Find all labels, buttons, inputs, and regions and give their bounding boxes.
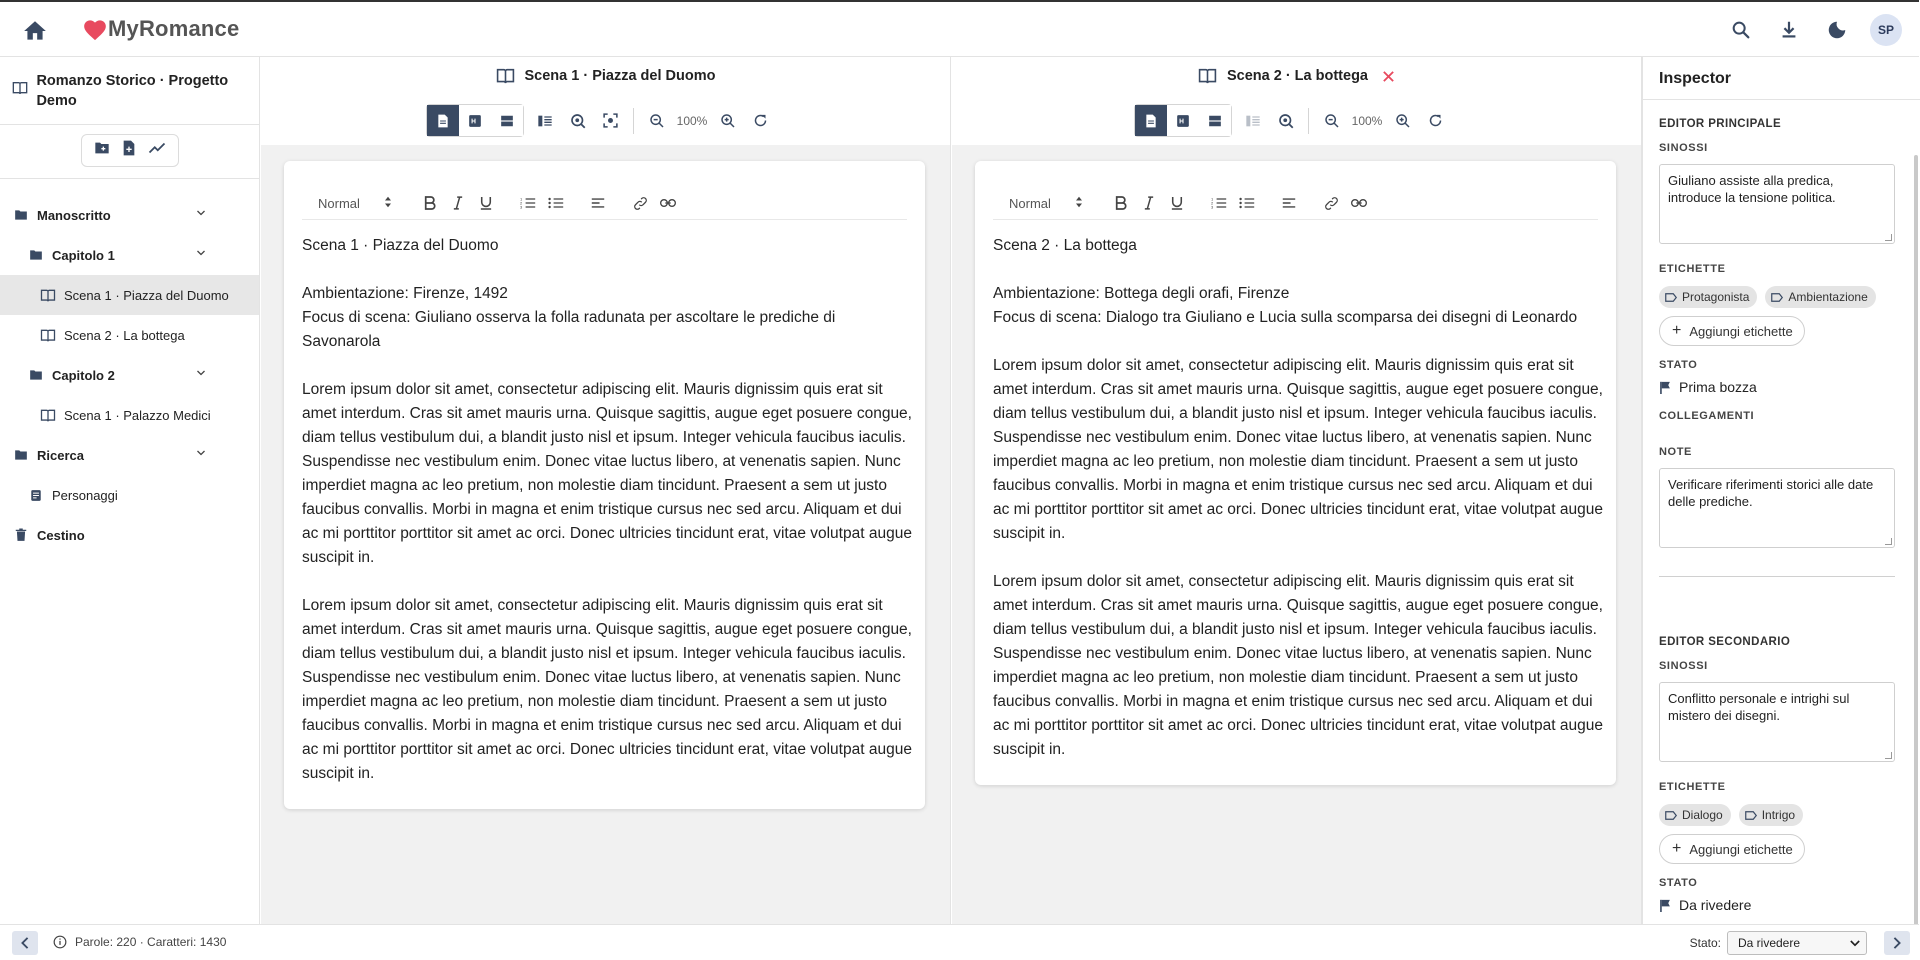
paragraph: Lorem ipsum dolor sit amet, consectetur adipiscing elit. Mauris dignissim quis erat sit amet interdum. Cras sit amet mauris urna. Quisque sagittis, augue eget posuere congue, diam tellus vestibulum dui, a blandit justo nisl et ipsum. Integer vehicula faucibus iaculis. Suspendisse nec vestibulum enim. Donec vitae luctus libero, at venenatis sapien. Nunc imperdiet magna ac leo pretium, non molestie diam tincidunt. Praesent a sem ut justo faucibus convallis. Morbi in magna et enim tristique cursus nec sed arcu. Aliquam et dui ac mi porttitor porttitor sit amet ac orci. Donec ultricies tincidunt erat, vitae volutpat augue suscipit in.: [302, 381, 912, 566]
align-left-icon: [591, 197, 605, 209]
add-tags-label: Aggiungi etichette: [1689, 323, 1793, 339]
sidebar: [0, 57, 260, 924]
brand[interactable]: [82, 16, 239, 42]
tree-item-label: Manoscritto: [37, 207, 111, 223]
columns-icon: [1245, 114, 1261, 128]
folder-icon: [28, 247, 44, 263]
underline-button[interactable]: [1163, 191, 1191, 215]
home-button[interactable]: [22, 18, 48, 44]
view-mode-group: [1134, 104, 1232, 137]
zoom-out-button[interactable]: [640, 104, 673, 137]
pane-header: [261, 57, 950, 145]
trash-icon: [13, 527, 29, 543]
bullet-list-button[interactable]: [542, 191, 570, 215]
heart-book-icon: [82, 17, 108, 41]
bullet-list-button[interactable]: [1233, 191, 1261, 215]
divider: [1643, 99, 1920, 100]
pane-toolbar: [1134, 104, 1452, 137]
tree-item-label: Capitolo 1: [52, 247, 115, 263]
focus-search-button[interactable]: [561, 104, 594, 137]
folder-icon: [28, 367, 44, 383]
svg-text:1: 1: [520, 196, 523, 202]
columns-icon: [537, 114, 553, 128]
chevron-down-icon[interactable]: [195, 207, 207, 222]
word-count: [53, 935, 226, 949]
unlink-button[interactable]: [1345, 191, 1373, 215]
chevron-left-icon: [20, 937, 30, 949]
italic-button[interactable]: [444, 191, 472, 215]
new-folder-button[interactable]: [94, 141, 110, 160]
tag-list: [1659, 804, 1895, 826]
inspector-panel: [1642, 57, 1919, 924]
synopsis-label: SINOSSI: [1659, 142, 1708, 154]
zoom-out-icon: [649, 113, 665, 129]
tag-chip[interactable]: [1739, 804, 1803, 826]
zoom-in-icon: [720, 113, 736, 129]
italic-button[interactable]: [1135, 191, 1163, 215]
chevron-right-icon: [1892, 937, 1902, 949]
split-horizontal-icon: [500, 114, 514, 128]
editor-content[interactable]: [993, 234, 1605, 786]
new-folder-icon: [94, 141, 110, 155]
document-page: [975, 161, 1616, 785]
align-left-icon: [1282, 197, 1296, 209]
svg-text:3: 3: [520, 204, 523, 210]
tree-item-label: Capitolo 2: [52, 367, 115, 383]
link-button[interactable]: [626, 191, 654, 215]
reset-zoom-button[interactable]: [1419, 104, 1452, 137]
divider: [1659, 576, 1895, 577]
tag-chip[interactable]: [1765, 286, 1875, 308]
synopsis-textarea[interactable]: Conflitto personale e intrighi sul mistero dei disegni.: [1659, 682, 1895, 762]
section-heading: EDITOR PRINCIPALE: [1659, 118, 1782, 130]
notes-textarea[interactable]: Verificare riferimenti storici alle date delle prediche.: [1659, 468, 1895, 548]
status-bar: [0, 924, 1919, 960]
paragraph: Ambientazione: Firenze, 1492 Focus di scena: Giuliano osserva la folla radunata per ascoltare le prediche di Savonarola: [302, 285, 836, 350]
dark-mode-button[interactable]: [1822, 15, 1852, 45]
search-button[interactable]: [1726, 15, 1756, 45]
add-tags-button[interactable]: [1659, 834, 1805, 864]
project-title: Romanzo Storico · Progetto Demo: [36, 73, 229, 109]
new-document-button[interactable]: [122, 140, 136, 161]
link-alt-icon: [660, 198, 676, 208]
section-heading: EDITOR SECONDARIO: [1659, 636, 1791, 648]
search-eye-icon: [569, 112, 587, 130]
status-selector: [1690, 931, 1867, 955]
home-icon: [22, 18, 48, 44]
project-tree: [0, 195, 259, 555]
status-text: Prima bozza: [1679, 379, 1757, 395]
split-horizontal-icon: [1208, 114, 1222, 128]
document-icon: [1145, 114, 1157, 128]
book-icon: [40, 287, 56, 303]
sort-icon: [384, 196, 392, 211]
paragraph: Lorem ipsum dolor sit amet, consectetur adipiscing elit. Mauris dignissim quis erat sit amet interdum. Cras sit amet mauris urna. Quisque sagittis, augue eget posuere congue, diam tellus vestibulum dui, a blandit justo nisl et ipsum. Integer vehicula faucibus iaculis. Suspendisse nec vestibulum enim. Donec vitae luctus libero, at venenatis sapien. Nunc imperdiet magna ac leo pretium, non molestie diam tincidunt. Praesent a sem ut justo faucibus convallis. Morbi in magna et enim tristique cursus nec sed arcu. Aliquam et dui ac mi porttitor porttitor sit amet ac orci. Donec ultricies tincidunt erat, vitae volutpat augue suscipit in.: [302, 597, 912, 782]
sort-icon: [1075, 196, 1083, 211]
toolbar-separator: [633, 108, 634, 134]
secondary-editor-section: [1659, 636, 1895, 913]
paragraph: Lorem ipsum dolor sit amet, consectetur adipiscing elit. Mauris dignissim quis erat sit amet interdum. Cras sit amet mauris urna. Quisque sagittis, augue eget posuere congue, diam tellus vestibulum dui, a blandit justo nisl et ipsum. Integer vehicula faucibus iaculis. Suspendisse nec vestibulum enim. Donec vitae luctus libero, at venenatis sapien. Nunc imperdiet magna ac leo pretium, non molestie diam tincidunt. Praesent a sem ut justo faucibus convallis. Morbi in magna et enim tristique cursus nec sed arcu. Aliquam et dui ac mi porttitor porttitor sit amet ac orci. Donec ultricies tincidunt erat, vitae volutpat augue suscipit in.: [993, 357, 1603, 542]
italic-icon: [1144, 196, 1154, 210]
link-alt-icon: [1351, 198, 1367, 208]
align-button[interactable]: [1275, 191, 1303, 215]
view-page-button[interactable]: [1135, 105, 1167, 136]
status-text: Da rivedere: [1679, 897, 1752, 913]
tree-item-label: Scena 2 · La bottega: [64, 327, 185, 343]
focus-mode-button[interactable]: [594, 104, 627, 137]
paragraph-style-select[interactable]: [993, 196, 1093, 211]
italic-icon: [453, 196, 463, 210]
status-value[interactable]: [1659, 897, 1895, 913]
zoom-out-button[interactable]: [1315, 104, 1348, 137]
svg-text:2: 2: [1211, 200, 1214, 206]
collapse-inspector-button[interactable]: [1884, 931, 1910, 955]
focus-search-button[interactable]: [1269, 104, 1302, 137]
bold-icon: [1115, 196, 1127, 210]
label-icon: [1665, 293, 1677, 302]
view-page-button[interactable]: [427, 105, 459, 136]
status-value[interactable]: [1659, 379, 1895, 395]
add-tags-label: Aggiungi etichette: [1689, 841, 1793, 857]
pane-title-text: Scena 2 · La bottega: [1226, 68, 1368, 84]
search-icon: [1730, 19, 1752, 41]
link-button[interactable]: [1317, 191, 1345, 215]
status-select-value: Da rivedere: [1738, 936, 1801, 950]
paragraph: Scena 2 · La bottega: [993, 237, 1137, 254]
underline-icon: [1171, 196, 1183, 210]
synopsis-textarea[interactable]: Giuliano assiste alla predica, introduce la tensione politica.: [1659, 164, 1895, 244]
links-label: COLLEGAMENTI: [1659, 410, 1755, 422]
scrollbar-thumb[interactable]: [1914, 155, 1918, 955]
underline-icon: [480, 196, 492, 210]
statistics-button[interactable]: [148, 141, 166, 160]
compact-view-icon: [1176, 114, 1190, 128]
notes-label: NOTE: [1659, 446, 1692, 458]
plus-icon: +: [1672, 840, 1682, 857]
tree-item-label: Scena 1 · Palazzo Medici: [64, 407, 211, 423]
sidebar-toolbar: [81, 134, 179, 167]
link-icon: [1324, 196, 1339, 211]
primary-editor-section: [1659, 118, 1895, 577]
tag-chip[interactable]: [1659, 804, 1731, 826]
refresh-icon: [753, 113, 768, 128]
tree-item-scena-1-piazza[interactable]: [0, 275, 259, 315]
flag-icon: [1659, 899, 1671, 912]
status-select[interactable]: [1727, 931, 1867, 955]
scrollbar[interactable]: [1913, 105, 1919, 924]
label-icon: [1665, 811, 1677, 820]
format-toolbar: [993, 187, 1598, 220]
folder-icon: [13, 207, 29, 223]
tree-item-ricerca[interactable]: [0, 435, 259, 475]
bold-icon: [424, 196, 436, 210]
paragraph: Scena 1 · Piazza del Duomo: [302, 237, 499, 254]
paragraph: Ambientazione: Bottega degli orafi, Firenze Focus di scena: Dialogo tra Giuliano e Lucia sulla scomparsa dei disegni di Leonardo: [993, 285, 1578, 326]
status-label: STATO: [1659, 877, 1698, 889]
plus-icon: +: [1672, 322, 1682, 339]
ordered-list-icon: [520, 196, 536, 210]
tag-label: Intrigo: [1761, 808, 1796, 822]
flag-icon: [1659, 381, 1671, 394]
tree-item-capitolo-1[interactable]: [0, 235, 259, 275]
center-focus-icon: [602, 112, 619, 129]
refresh-icon: [1428, 113, 1443, 128]
ordered-list-button[interactable]: [1205, 191, 1233, 215]
editor-pane-primary: [261, 57, 951, 924]
chevron-down-icon[interactable]: [195, 367, 207, 382]
pane-title: [952, 68, 1641, 84]
document-page: [284, 161, 925, 809]
document-icon: [437, 114, 449, 128]
bullet-list-icon: [548, 196, 564, 210]
close-pane-button[interactable]: [1382, 70, 1395, 83]
tree-item-label: Ricerca: [37, 447, 84, 463]
brand-name: MyRomance: [108, 16, 240, 41]
chevron-down-icon: [1850, 940, 1860, 947]
view-compact-button[interactable]: [1167, 105, 1199, 136]
new-document-icon: [122, 140, 136, 156]
download-icon: [1778, 19, 1800, 41]
note-icon: [28, 487, 44, 503]
folder-icon: [13, 447, 29, 463]
book-icon: [40, 327, 56, 343]
tag-chip[interactable]: [1659, 286, 1757, 308]
tag-list: [1659, 286, 1895, 308]
underline-button[interactable]: [472, 191, 500, 215]
tag-label: Dialogo: [1682, 808, 1723, 822]
pane-title: [261, 68, 950, 84]
divider: [0, 124, 259, 125]
link-icon: [633, 196, 648, 211]
tree-item-capitolo-2[interactable]: [0, 355, 259, 395]
chevron-down-icon[interactable]: [195, 447, 207, 462]
ordered-list-icon: [1211, 196, 1227, 210]
download-button[interactable]: [1774, 15, 1804, 45]
editor-content[interactable]: [302, 234, 914, 810]
reset-zoom-button[interactable]: [744, 104, 777, 137]
side-by-side-button[interactable]: [528, 104, 561, 137]
trend-icon: [148, 141, 166, 155]
toolbar-separator: [1308, 108, 1309, 134]
editor-pane-secondary: [952, 57, 1642, 924]
book-icon: [12, 81, 28, 111]
book-icon: [1198, 68, 1217, 84]
view-split-button[interactable]: [491, 105, 523, 136]
label-icon: [1745, 811, 1757, 820]
status-label: STATO: [1659, 359, 1698, 371]
divider: [0, 178, 259, 179]
tree-item-label: Cestino: [37, 527, 85, 543]
format-toolbar: [302, 187, 907, 220]
project-header: [12, 71, 252, 111]
word-count-text: Parole: 220 · Caratteri: 1430: [75, 935, 227, 949]
tree-item-cestino[interactable]: [0, 515, 259, 555]
inspector-title: Inspector: [1659, 70, 1732, 87]
pane-toolbar: [426, 104, 777, 137]
chevron-down-icon[interactable]: [195, 247, 207, 262]
paragraph-style-select[interactable]: [302, 196, 402, 211]
view-split-button[interactable]: [1199, 105, 1231, 136]
style-value: Normal: [318, 195, 360, 211]
synopsis-label: SINOSSI: [1659, 660, 1708, 672]
tags-label: ETICHETTE: [1659, 781, 1726, 793]
bold-button[interactable]: [1107, 191, 1135, 215]
ordered-list-button[interactable]: [514, 191, 542, 215]
bold-button[interactable]: [416, 191, 444, 215]
moon-icon: [1826, 19, 1848, 41]
book-icon: [40, 407, 56, 423]
compact-view-icon: [468, 114, 482, 128]
collapse-sidebar-button[interactable]: [12, 931, 38, 955]
svg-text:3: 3: [1211, 204, 1214, 210]
zoom-level: 100%: [1351, 113, 1383, 128]
view-mode-group: [426, 104, 524, 137]
tree-item-manoscritto[interactable]: [0, 195, 259, 235]
zoom-in-icon: [1395, 113, 1411, 129]
style-value: Normal: [1009, 195, 1051, 211]
tree-item-label: Personaggi: [52, 487, 118, 503]
unlink-button[interactable]: [654, 191, 682, 215]
svg-text:2: 2: [520, 200, 523, 206]
zoom-out-icon: [1324, 113, 1340, 129]
align-button[interactable]: [584, 191, 612, 215]
pane-title-text: Scena 1 · Piazza del Duomo: [524, 68, 716, 84]
zoom-level: 100%: [676, 113, 708, 128]
tree-item-scena-2-bottega[interactable]: [0, 315, 259, 355]
zoom-in-button[interactable]: [711, 104, 744, 137]
label-icon: [1771, 293, 1783, 302]
add-tags-button[interactable]: [1659, 316, 1805, 346]
tree-item-personaggi[interactable]: [0, 475, 259, 515]
close-icon: [1382, 70, 1395, 83]
pane-header: [952, 57, 1641, 145]
zoom-in-button[interactable]: [1386, 104, 1419, 137]
info-icon: [53, 935, 67, 949]
tags-label: ETICHETTE: [1659, 263, 1726, 275]
tree-item-scena-1-palazzo[interactable]: [0, 395, 259, 435]
avatar[interactable]: SP: [1870, 14, 1902, 46]
side-by-side-button[interactable]: [1236, 104, 1269, 137]
paragraph: Lorem ipsum dolor sit amet, consectetur adipiscing elit. Mauris dignissim quis erat sit amet interdum. Cras sit amet mauris urna. Quisque sagittis, augue eget posuere congue, diam tellus vestibulum dui, a blandit justo nisl et ipsum. Integer vehicula faucibus iaculis. Suspendisse nec vestibulum enim. Donec vitae luctus libero, at venenatis sapien. Nunc imperdiet magna ac leo pretium, non molestie diam tincidunt. Praesent a sem ut justo faucibus convallis. Morbi in magna et enim tristique cursus nec sed arcu. Aliquam et dui ac mi porttitor porttitor sit amet ac orci. Donec ultricies tincidunt erat, vitae volutpat augue suscipit in.: [993, 573, 1603, 758]
view-compact-button[interactable]: [459, 105, 491, 136]
app-bar: [0, 0, 1919, 57]
tag-label: Ambientazione: [1788, 290, 1868, 304]
status-selector-label: Stato:: [1689, 936, 1721, 950]
tag-label: Protagonista: [1682, 290, 1750, 304]
search-eye-icon: [1277, 112, 1295, 130]
book-icon: [496, 68, 515, 84]
tree-item-label: Scena 1 · Piazza del Duomo: [64, 287, 229, 303]
svg-text:1: 1: [1211, 196, 1214, 202]
bullet-list-icon: [1239, 196, 1255, 210]
